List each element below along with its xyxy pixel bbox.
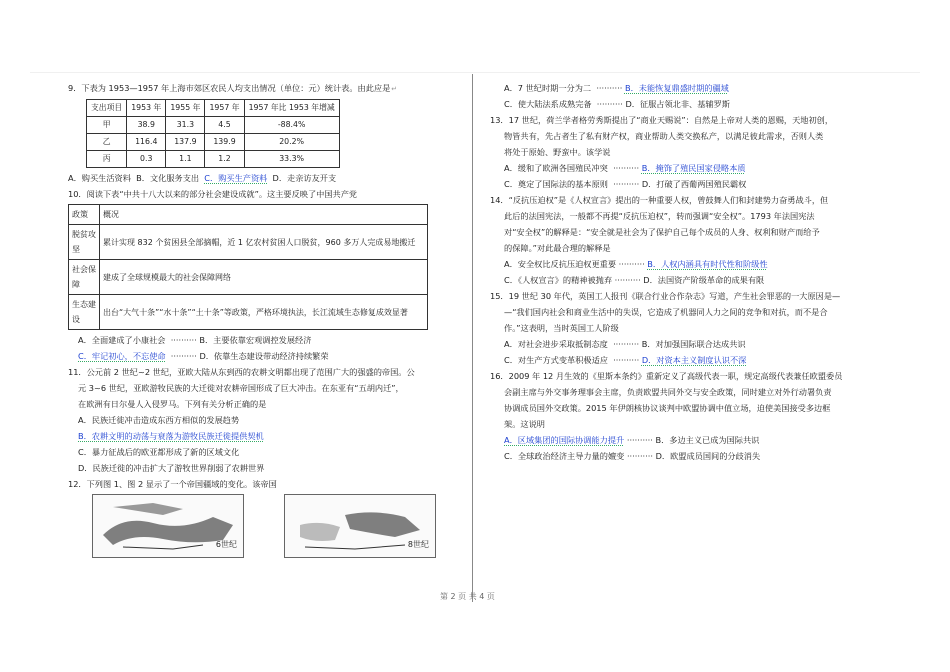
option-b[interactable]: B．未能恢复鼎盛时期的疆域 <box>624 83 729 93</box>
table-cell: 139.9 <box>205 134 244 151</box>
q12-stem: 12．下列图 1、图 2 显示了一个帝国疆域的变化。该帝国 <box>68 479 277 489</box>
table-row <box>87 151 340 168</box>
option-c[interactable]: C．全球政治经济主导力量的嬗变 <box>504 451 625 461</box>
table-cell: 社会保障 <box>69 260 100 295</box>
table-cell: 33.3% <box>244 151 339 168</box>
table-header-cell: 1955 年 <box>166 100 205 117</box>
map-figure-1 <box>92 494 244 558</box>
option-a[interactable]: A．7 世纪时期一分为二 <box>504 83 592 93</box>
option-d[interactable]: D．对资本主义制度认识不深 <box>641 355 747 365</box>
q12-options-row1: A．7 世纪时期一分为二 ·········· B．未能恢复鼎盛时期的疆域 <box>504 83 729 93</box>
q11-stem-line3: 在欧洲有日尔曼人入侵罗马。下列有关分析正确的是 <box>78 399 267 409</box>
option-c[interactable]: C．牢记初心，不忘使命 <box>78 351 166 361</box>
q14-stem-line2: 此后的法国宪法，一般都不再提“反抗压迫权”，转而强调“安全权”。1793 年法国宪法 <box>504 211 815 221</box>
table-cell: 出台“大气十条”“水十条”“土十条”等政策，严格环境执法，长江流域生态修复成效显著 <box>100 295 428 330</box>
table-row <box>69 295 428 330</box>
q14-options-row2: C．《人权宣言》的精神被抛弃 ·········· D．法国资产阶级革命的成果有限 <box>504 275 765 285</box>
table-header-cell: 概况 <box>100 205 428 225</box>
option-b[interactable]: B．主要依靠宏观调控发展经济 <box>199 335 312 345</box>
option-b[interactable]: B．文化服务支出 <box>136 173 200 183</box>
table-cell: 116.4 <box>127 134 166 151</box>
q15-stem-line2: —“我们国内社会和商业生活中的失误，它造成了机器同人力之间的竞争和对抗，而不是合 <box>504 307 828 317</box>
option-d[interactable]: D．征服占领北非、基辅罗斯 <box>625 99 730 109</box>
q16-stem-line1: 16．2009 年 12 月生效的《里斯本条约》重新定义了高级代表一职，规定高级代表兼任欧盟委员 <box>490 371 843 381</box>
q12-maps <box>92 494 460 558</box>
q12-options-row2: C．使大陆法系成熟完备 ·········· D．征服占领北非、基辅罗斯 <box>504 99 730 109</box>
q11-stem-line2: 元 3~6 世纪，亚欧游牧民族的大迁徙对农耕帝国形成了巨大冲击。在东亚有“五胡内迁”， <box>78 383 404 393</box>
map-figure-2 <box>284 494 436 558</box>
option-d[interactable]: D．走亲访友开支 <box>272 173 337 183</box>
q13-stem-line1: 13．17 世纪，荷兰学者格劳秀斯提出了“商业天赐说”：自然是上帝对人类的恩赐，天地初创， <box>490 115 834 125</box>
q11-option-b[interactable]: B．农耕文明的动荡与衰落为游牧民族迁徙提供契机 <box>78 431 264 441</box>
table-cell: 生态建设 <box>69 295 100 330</box>
table-cell: -88.4% <box>244 117 339 134</box>
q11-option-c[interactable]: C．暴力征战后的欧亚都形成了新的区域文化 <box>78 447 240 457</box>
option-b[interactable]: B．多边主义已成为国际共识 <box>655 435 760 445</box>
table-header-cell: 1957 年比 1953 年增减 <box>244 100 339 117</box>
q15-stem-line1: 15．19 世纪 30 年代，英国工人报刊《联合行业合作杂志》写道，产生社会罪恶的一大原因是— <box>490 291 841 301</box>
q15-stem-line3: 作。”这表明，当时英国工人阶级 <box>504 323 619 333</box>
table-row <box>69 225 428 260</box>
q11-option-d[interactable]: D．民族迁徙的冲击扩大了游牧世界削弱了农耕世界 <box>78 463 265 473</box>
table-cell: 甲 <box>87 117 127 134</box>
table-header-cell: 政策 <box>69 205 100 225</box>
option-d[interactable]: D．打破了西葡两国殖民霸权 <box>641 179 747 189</box>
option-a[interactable]: A．区域集团的国际协调能力提升 <box>504 435 625 445</box>
table-cell: 1.2 <box>205 151 244 168</box>
map-caption: 6世纪 <box>215 540 237 549</box>
q16-stem-line4: 架。这说明 <box>504 419 545 429</box>
table-cell: 0.3 <box>127 151 166 168</box>
table-cell: 4.5 <box>205 117 244 134</box>
top-rule <box>30 72 920 73</box>
table-cell: 累计实现 832 个贫困县全部摘帽，近 1 亿农村贫困人口脱贫，960 多万人完成易地搬迁 <box>100 225 428 260</box>
table-cell: 建成了全球规模最大的社会保障网络 <box>100 260 428 295</box>
table-row <box>69 260 428 295</box>
table-header-row <box>69 205 428 225</box>
table-cell: 乙 <box>87 134 127 151</box>
option-a[interactable]: A．全面建成了小康社会 <box>78 335 166 345</box>
q9-stem: 9．下表为 1953—1957 年上海市郊区农民人均支出情况（单位：元）统计表。由此应是↵ <box>68 83 398 93</box>
q13-options-row1: A．缓和了欧洲各国殖民冲突 ·········· B．掩饰了殖民国家侵略本质 <box>504 163 746 173</box>
option-a[interactable]: A．购买生活资料 <box>68 173 131 183</box>
q15-options-row2: C．对生产方式变革积极适应 ·········· D．对资本主义制度认识不深 <box>504 355 747 365</box>
map-caption: 8世纪 <box>407 540 429 549</box>
table-header-cell: 1957 年 <box>205 100 244 117</box>
q13-stem-line2: 物皆共有，先占者生了私有财产权，商业帮助人类交换私产，以满足彼此需求，否则人类 <box>504 131 824 141</box>
table-header-cell: 1953 年 <box>127 100 166 117</box>
option-b[interactable]: B．掩饰了殖民国家侵略本质 <box>641 163 746 173</box>
option-b[interactable]: B．对加强国际联合达成共识 <box>641 339 746 349</box>
option-a[interactable]: A．对社会进步采取抵制态度 <box>504 339 608 349</box>
q15-options-row1: A．对社会进步采取抵制态度 ·········· B．对加强国际联合达成共识 <box>504 339 746 349</box>
option-a[interactable]: A．缓和了欧洲各国殖民冲突 <box>504 163 608 173</box>
option-c[interactable]: C．购买生产资料 <box>204 173 268 183</box>
q10-stem: 10．阅读下表“中共十八大以来的部分社会建设成就”。这主要反映了中国共产党 <box>68 189 358 199</box>
table-cell: 137.9 <box>166 134 205 151</box>
option-c[interactable]: C．使大陆法系成熟完备 <box>504 99 592 109</box>
q10-table <box>68 204 428 330</box>
option-a[interactable]: A．安全权比反抗压迫权更重要 <box>504 259 617 269</box>
q9-table <box>86 99 340 168</box>
q13-options-row2: C．奠定了国际法的基本原则 ·········· D．打破了西葡两国殖民霸权 <box>504 179 747 189</box>
q16-options-row1: A．区域集团的国际协调能力提升 ·········· B．多边主义已成为国际共识 <box>504 435 760 445</box>
q16-stem-line2: 会副主席与外交事务理事会主席，负责欧盟共同外交与安全政策，同时建立对外行动署负责 <box>504 387 832 397</box>
table-cell: 丙 <box>87 151 127 168</box>
table-cell: 38.9 <box>127 117 166 134</box>
table-row <box>87 117 340 134</box>
q16-options-row2: C．全球政治经济主导力量的嬗变 ·········· D．欧盟成员国间的分歧消失 <box>504 451 761 461</box>
option-c[interactable]: C．《人权宣言》的精神被抛弃 <box>504 275 613 285</box>
option-c[interactable]: C．奠定了国际法的基本原则 <box>504 179 608 189</box>
page-footer: 第 2 页 共 4 页 <box>440 592 495 601</box>
q14-stem-line1: 14．“反抗压迫权”是《人权宣言》提出的一种重要人权，曾鼓舞人们和封建势力奋勇战斗，但 <box>490 195 829 205</box>
q10-options-row1: A．全面建成了小康社会 ·········· B．主要依靠宏观调控发展经济 <box>78 335 312 345</box>
q9-options <box>68 170 460 186</box>
table-cell: 31.3 <box>166 117 205 134</box>
option-d[interactable]: D．法国资产阶级革命的成果有限 <box>643 275 765 285</box>
left-column <box>68 80 460 558</box>
q16-stem-line3: 协调成员国外交政策。2015 年伊朗核协议谈判中欧盟协调中值立场，迫使美国接受多边框 <box>504 403 831 413</box>
table-header-row <box>87 100 340 117</box>
table-cell: 1.1 <box>166 151 205 168</box>
q14-stem-line3: 对“安全权”的解释是：“安全就是社会为了保护自己每个成员的人身、权利和财产而给予 <box>504 227 820 237</box>
table-header-cell: 支出项目 <box>87 100 127 117</box>
table-row <box>87 134 340 151</box>
q13-stem-line3: 将处于原始、野蛮中。该学说 <box>504 147 611 157</box>
q11-option-a[interactable]: A．民族迁徙冲击造成东西方相似的发展趋势 <box>78 415 240 425</box>
table-cell: 20.2% <box>244 134 339 151</box>
option-c[interactable]: C．对生产方式变革积极适应 <box>504 355 608 365</box>
option-d[interactable]: D．欧盟成员国间的分歧消失 <box>655 451 761 461</box>
option-b[interactable]: B．人权内涵具有时代性和阶级性 <box>647 259 768 269</box>
q10-options-row2: C．牢记初心，不忘使命 ·········· D．依靠生态建设带动经济持续繁荣 <box>78 351 329 361</box>
column-divider <box>472 74 473 602</box>
q14-options-row1: A．安全权比反抗压迫权更重要 ·········· B．人权内涵具有时代性和阶级性 <box>504 259 768 269</box>
q11-stem-line1: 11．公元前 2 世纪~2 世纪，亚欧大陆从东到西的农耕文明都出现了范围广大的强盛的帝国。公 <box>68 367 415 377</box>
q14-stem-line4: 的保障。”对此最合理的解释是 <box>504 243 611 253</box>
option-d[interactable]: D．依靠生态建设带动经济持续繁荣 <box>199 351 329 361</box>
table-cell: 脱贫攻坚 <box>69 225 100 260</box>
right-column <box>490 80 880 464</box>
